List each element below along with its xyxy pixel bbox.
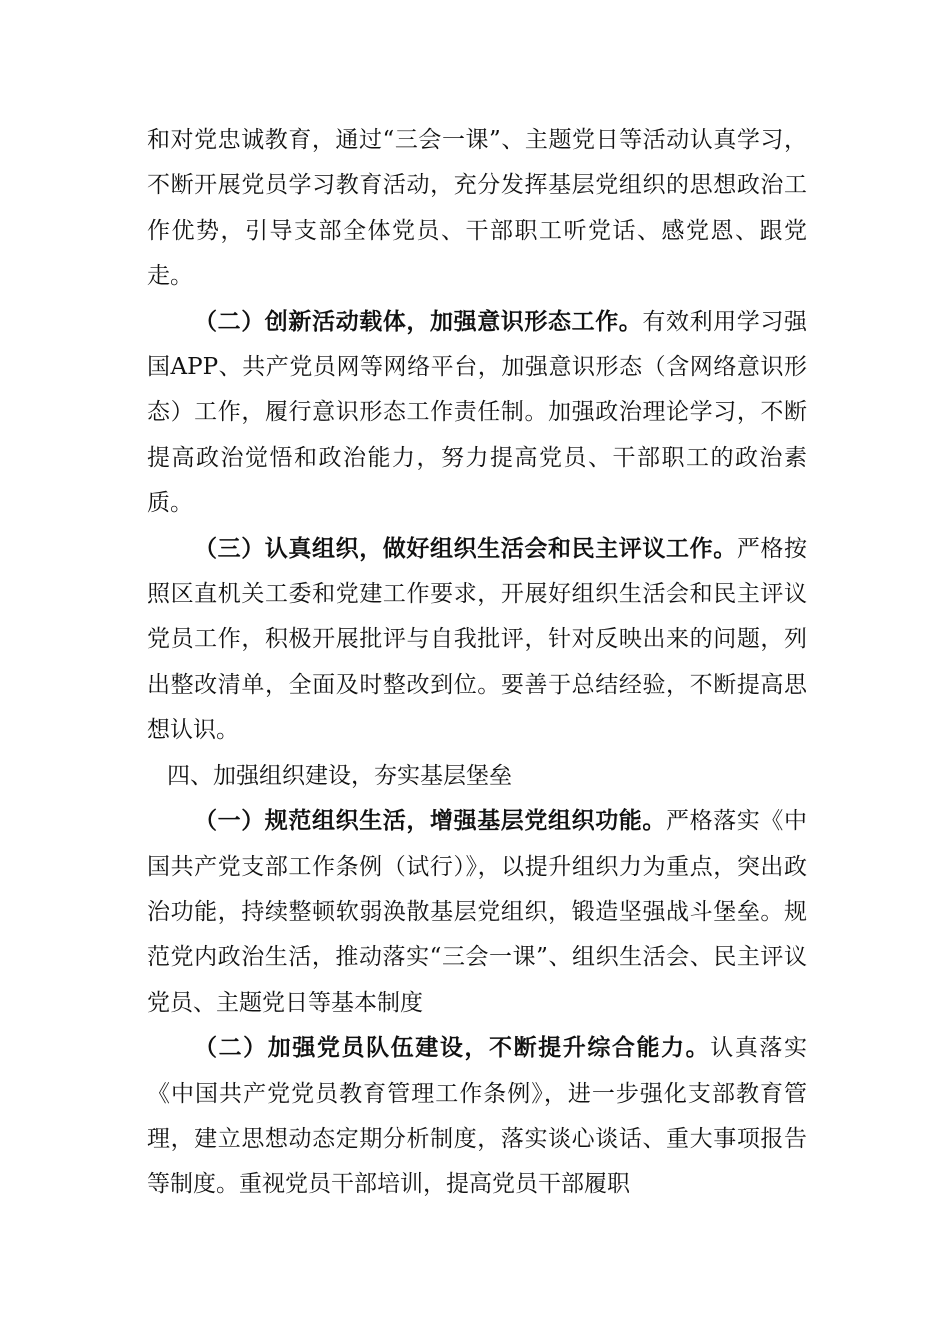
- paragraph-text: 严格落实《中国共产党支部工作条例（试行）》，以提升组织力为重点，突出政治功能，持续整顿软弱涣散基层党组织，锻造坚强战斗堡垒。规范党内政治生活，推动落实“三会一课”、组织生活会、民主评议党员、主题党日等基本制度: [147, 808, 808, 1016]
- paragraph-text: 严格按照区直机关工委和党建工作要求，开展好组织生活会和民主评议党员工作，积极开展批评与自我批评，针对反映出来的问题，列出整改清单，全面及时整改到位。要善于总结经验，不断提高思想认识。: [147, 535, 808, 744]
- paragraph-lead: （二）创新活动载体，加强意识形态工作。: [194, 308, 643, 335]
- paragraph-text: 和对党忠诚教育，通过“三会一课”、主题党日等活动认真学习，不断开展党员学习教育活动，充分发挥基层党组织的思想政治工作优势，引导支部全体党员、干部职工听党话、感党恩、跟党走。: [147, 127, 807, 290]
- paragraph-text: 有效利用学习强国APP、共产党员网等网络平台，加强意识形态（含网络意识形态）工作，履行意识形态工作责任制。加强政治理论学习，不断提高政治觉悟和政治能力，努力提高党员、干部职工的政治素质。: [147, 308, 808, 517]
- paragraph-innovate-activities: [147, 300, 807, 527]
- paragraph-team-building: [147, 1026, 807, 1208]
- document-body: [147, 118, 807, 1208]
- paragraph-text: 认真落实《中国共产党党员教育管理工作条例》，进一步强化支部教育管理，建立思想动态定期分析制度，落实谈心谈话、重大事项报告等制度。重视党员干部培训，提高党员干部履职: [147, 1035, 808, 1198]
- paragraph-lead: （二）加强党员队伍建设，不断提升综合能力。: [194, 1035, 711, 1062]
- paragraph-standardize-organization: [147, 799, 807, 1026]
- paragraph-lead: （一）规范组织生活，增强基层党组织功能。: [194, 808, 666, 835]
- paragraph-organize-meetings: [147, 527, 807, 754]
- paragraph-continued: [147, 118, 807, 300]
- paragraph-lead: （三）认真组织，做好组织生活会和民主评议工作。: [194, 535, 737, 562]
- section-heading: 四、加强组织建设，夯实基层堡垒: [167, 762, 512, 789]
